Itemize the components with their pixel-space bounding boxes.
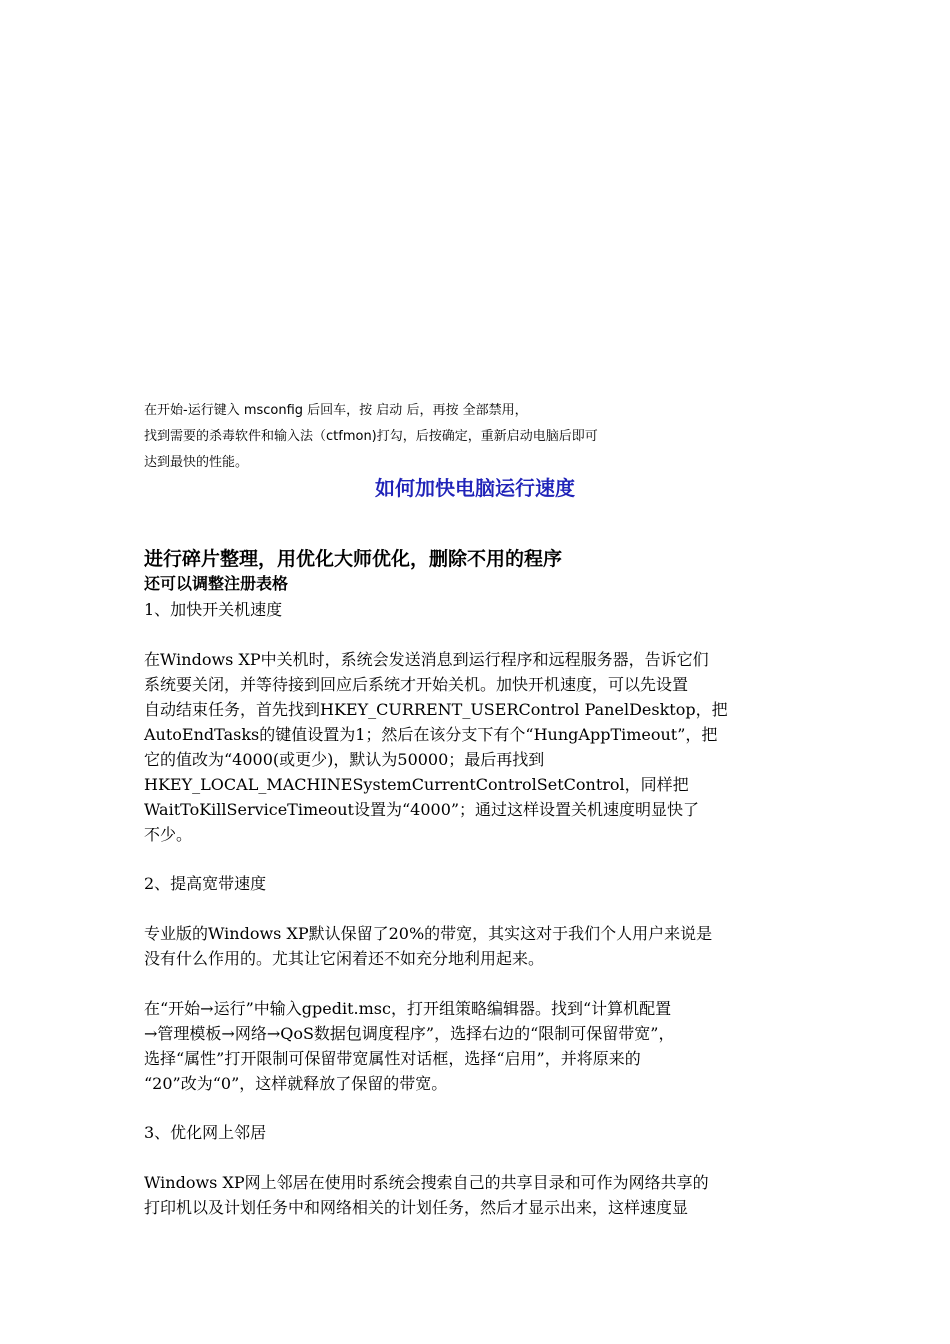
paragraph-line: 专业版的Windows XP默认保留了20%的带宽，其实这对于我们个人用户来说是 bbox=[144, 924, 713, 943]
paragraph-line: 系统要关闭，并等待接到回应后系统才开始关机。加快开机速度，可以先设置 bbox=[144, 675, 689, 694]
paragraph-line: 在Windows XP中关机时，系统会发送消息到运行程序和远程服务器，告诉它们 bbox=[144, 650, 709, 669]
paragraph-line: 不少。 bbox=[144, 825, 193, 844]
section-2-label: 2、提高宽带速度 bbox=[144, 874, 267, 893]
paragraph-line: 选择“属性”打开限制可保留带宽属性对话框，选择“启用”，并将原来的 bbox=[144, 1049, 641, 1068]
paragraph-line: Windows XP网上邻居在使用时系统会搜索自己的共享目录和可作为网络共享的 bbox=[144, 1173, 709, 1192]
section-3-paragraph bbox=[144, 1170, 809, 1220]
intro-line-3: 达到最快的性能。 bbox=[144, 455, 249, 470]
intro-line-2: 找到需要的杀毒软件和输入法（ctfmon)打勾，后按确定，重新启动电脑后即可 bbox=[144, 429, 598, 444]
heading-primary: 进行碎片整理，用优化大师优化，删除不用的程序 bbox=[144, 548, 563, 570]
section-1-paragraph bbox=[144, 647, 809, 847]
paragraph-line: 在“开始→运行”中输入gpedit.msc，打开组策略编辑器。找到“计算机配置 bbox=[144, 999, 672, 1018]
section-1-label: 1、加快开关机速度 bbox=[144, 600, 283, 619]
paragraph-line: 它的值改为“4000(或更少)，默认为50000；最后再找到 bbox=[144, 750, 545, 769]
paragraph-line: HKEY_LOCAL_MACHINESystemCurrentControlSetControl，同样把 bbox=[144, 775, 689, 794]
heading-secondary: 还可以调整注册表格 bbox=[144, 574, 289, 593]
paragraph-line: →管理模板→网络→QoS数据包调度程序”，选择右边的“限制可保留带宽”， bbox=[144, 1024, 675, 1043]
paragraph-line: 没有什么作用的。尤其让它闲着还不如充分地利用起来。 bbox=[144, 949, 545, 968]
intro-line-1: 在开始-运行键入 msconfig 后回车，按 启动 后，再按 全部禁用， bbox=[144, 403, 528, 418]
paragraph-line: WaitToKillServiceTimeout设置为“4000”；通过这样设置关机速度明显快了 bbox=[144, 800, 700, 819]
paragraph-line: 打印机以及计划任务中和网络相关的计划任务，然后才显示出来，这样速度显 bbox=[144, 1198, 689, 1217]
paragraph-line: 自动结束任务，首先找到HKEY_CURRENT_USERControl PanelDesktop，把 bbox=[144, 700, 728, 719]
paragraph-line: “20”改为“0”，这样就释放了保留的带宽。 bbox=[144, 1074, 448, 1093]
section-2-paragraph-1 bbox=[144, 921, 809, 971]
section-3-label: 3、优化网上邻居 bbox=[144, 1123, 267, 1142]
section-2-paragraph-2 bbox=[144, 996, 809, 1096]
document-title: 如何加快电脑运行速度 bbox=[375, 476, 575, 500]
paragraph-line: AutoEndTasks的键值设置为1；然后在该分支下有个“HungAppTimeout”，把 bbox=[144, 725, 718, 744]
